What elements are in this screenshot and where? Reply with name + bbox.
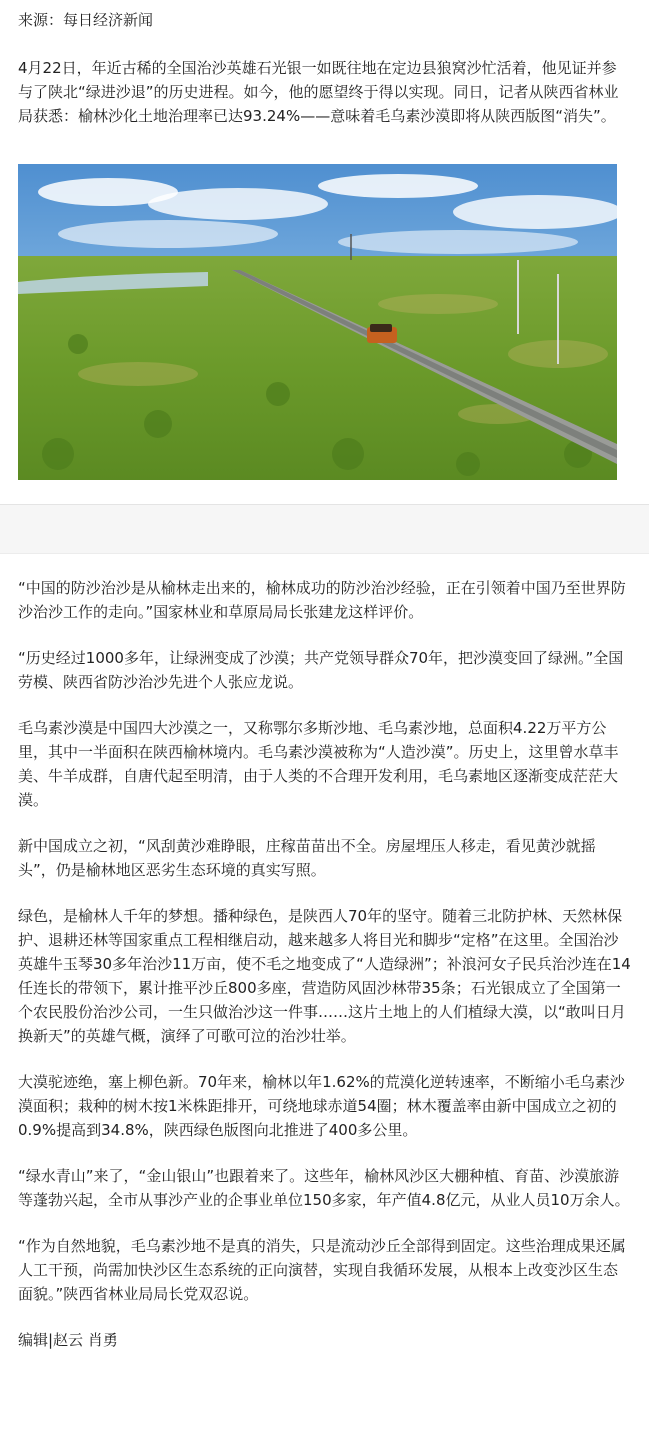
body-paragraph: 新中国成立之初，“风刮黄沙难睁眼，庄稼苗苗出不全。房屋埋压人移走，看见黄沙就摇头”，仍是榆林地区恶劣生态环境的真实写照。 bbox=[18, 837, 596, 879]
article-body bbox=[0, 576, 649, 1352]
editor-credit: 编辑|赵云 肖勇 bbox=[18, 1331, 118, 1349]
intro-paragraph: 4月22日，年近古稀的全国治沙英雄石光银一如既往地在定边县狼窝沙忙活着，他见证并参与了陕北“绿进沙退”的历史进程。如今，他的愿望终于得以实现。同日，记者从陕西省林业局获悉：榆林沙化土地治理率已达93.24%——意味着毛乌素沙漠即将从陕西版图“消失”。 bbox=[18, 59, 619, 125]
body-paragraph: “绿水青山”来了，“金山银山”也跟着来了。这些年，榆林风沙区大棚种植、育苗、沙漠旅游等蓬勃兴起，全市从事沙产业的企事业单位150多家，年产值4.8亿元，从业人员10万余人。 bbox=[18, 1167, 630, 1209]
body-paragraph: “历史经过1000多年，让绿洲变成了沙漠；共产党领导群众70年，把沙漠变回了绿洲。”全国劳模、陕西省防沙治沙先进个人张应龙说。 bbox=[18, 649, 624, 691]
body-paragraph: 大漠驼迹绝，塞上柳色新。70年来，榆林以年1.62%的荒漠化逆转速率，不断缩小毛乌素沙漠面积；栽种的树木按1米株距排开，可绕地球赤道54圈；林木覆盖率由新中国成立之初的0.9%提高到34.8%，陕西绿色版图向北推进了400多公里。 bbox=[18, 1073, 625, 1139]
body-paragraph: “中国的防沙治沙是从榆林走出来的，榆林成功的防沙治沙经验，正在引领着中国乃至世界防沙治沙工作的走向。”国家林业和草原局局长张建龙这样评价。 bbox=[18, 579, 626, 621]
body-paragraph: “作为自然地貌，毛乌素沙地不是真的消失，只是流动沙丘全部得到固定。这些治理成果还属人工干预，尚需加快沙区生态系统的正向演替，实现自我循环发展，从根本上改变沙区生态面貌。”陕西省林业局局长党双忍说。 bbox=[18, 1237, 626, 1303]
separator-band bbox=[0, 504, 649, 554]
body-paragraph: 毛乌素沙漠是中国四大沙漠之一，又称鄂尔多斯沙地、毛乌素沙地，总面积4.22万平方公里，其中一半面积在陕西榆林境内。毛乌素沙漠被称为“人造沙漠”。历史上，这里曾水草丰美、牛羊成群，自唐代起至明清，由于人类的不合理开发利用，毛乌素地区逐渐变成茫茫大漠。 bbox=[18, 719, 619, 809]
article-header bbox=[0, 10, 649, 128]
source-line: 来源：每日经济新闻 bbox=[18, 11, 154, 29]
body-paragraph: 绿色，是榆林人千年的梦想。播种绿色，是陕西人70年的坚守。随着三北防护林、天然林保护、退耕还林等国家重点工程相继启动，越来越多人将目光和脚步“定格”在这里。全国治沙英雄牛玉琴30多年治沙11万亩，使不毛之地变成了“人造绿洲”；补浪河女子民兵治沙连在14任连长的带领下，累计推平沙丘800多座，营造防风固沙林带35条；石光银成立了全国第一个农民股份治沙公司，一生只做治沙这一件事……这片土地上的人们植绿大漠，以“敢叫日月换新天”的英雄气概，演绎了可歌可泣的治沙壮举。 bbox=[18, 907, 631, 1045]
article-photo bbox=[18, 164, 617, 480]
